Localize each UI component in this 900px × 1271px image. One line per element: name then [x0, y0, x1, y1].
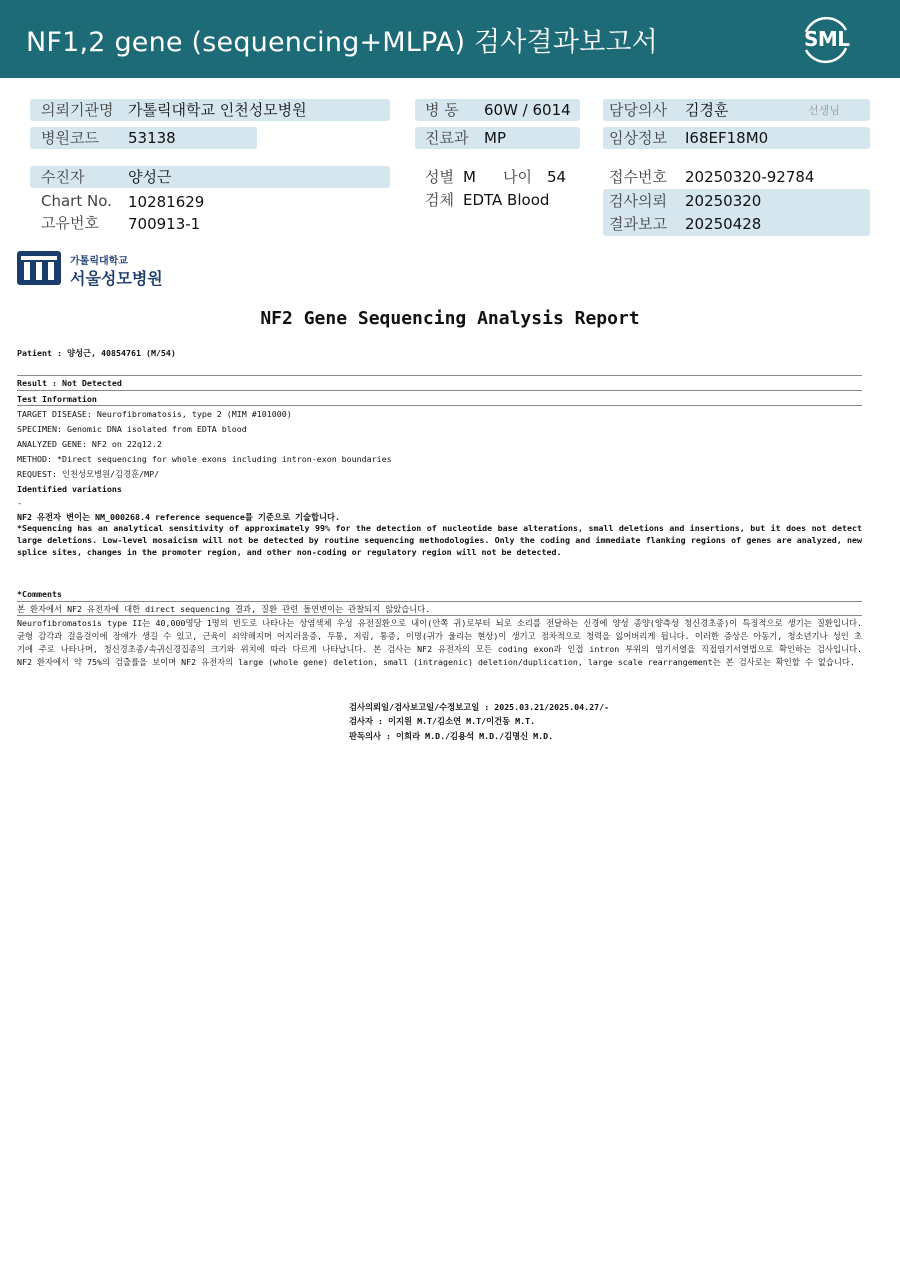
doctor-label: 담당의사	[609, 101, 667, 119]
ward-label: 병 동	[425, 101, 459, 119]
report-date-value: 20250428	[685, 215, 762, 233]
chart-no-value: 10281629	[128, 193, 205, 211]
identified-value: -	[17, 498, 22, 508]
institution-value: 가톨릭대학교 인천성모병원	[128, 101, 307, 119]
hospital-code-value: 53138	[128, 129, 176, 147]
doctor-value: 김경훈	[685, 101, 729, 119]
sml-logo-text: SML	[804, 27, 850, 51]
sml-logo	[796, 12, 856, 66]
test-info-heading: Test Information	[17, 394, 97, 404]
report-title: NF2 Gene Sequencing Analysis Report	[260, 308, 640, 329]
hospital-emblem-icon	[16, 250, 62, 286]
page-title: NF1,2 gene (sequencing+MLPA) 검사결과보고서	[26, 27, 658, 58]
request-date-label: 검사의뢰	[609, 192, 667, 210]
divider	[17, 405, 862, 406]
doctor-suffix: 선생님	[808, 104, 840, 117]
result-line: Result : Not Detected	[17, 378, 122, 388]
patient-label: 수진자	[41, 168, 85, 186]
hospital-logo-name: 서울성모병원	[70, 269, 163, 288]
unique-no-value: 700913-1	[128, 215, 201, 233]
age-value: 54	[547, 168, 567, 186]
specimen-line: SPECIMEN: Genomic DNA isolated from EDTA blood	[17, 424, 247, 434]
patient-line: Patient : 양성근, 40854761 (M/54)	[17, 348, 176, 358]
sex-label: 성별	[425, 168, 454, 186]
method-line: METHOD: *Direct sequencing for whole exons including intron-exon boundaries	[17, 454, 392, 464]
dates-line: 검사의뢰일/검사보고일/수정보고일 : 2025.03.21/2025.04.27/-	[349, 702, 610, 712]
divider	[17, 615, 862, 616]
patient-value: 양성근	[128, 168, 172, 186]
hospital-logo	[16, 250, 166, 288]
sensitivity-note: *Sequencing has an analytical sensitivity of approximately 99% for the detection of nucleotide base alterations, small deletions and insertions, but it does not detect large deletions. Low-level mosaicism will not be detected by routine sequencing methodologies. Only the coding and immediate flanking regions of genes are analyzed, new splice sites, changes in the promoter region, and other non-coding or regulatory region will not be detected.	[17, 523, 862, 557]
identified-heading: Identified variations	[17, 484, 122, 494]
receipt-no-value: 20250320-92784	[685, 168, 815, 186]
department-label: 진료과	[425, 129, 469, 147]
reader-line: 판독의사 : 이희라 M.D./김용석 M.D./김명신 M.D.	[349, 731, 554, 741]
target-disease: TARGET DISEASE: Neurofibromatosis, type 2 (MIM #101000)	[17, 409, 292, 419]
ward-value: 60W / 6014	[484, 101, 571, 119]
hospital-code-label: 병원코드	[41, 129, 99, 147]
specimen-label: 검체	[425, 191, 454, 209]
chart-no-label: Chart No.	[41, 192, 112, 210]
report-header	[0, 0, 900, 78]
age-label: 나이	[503, 168, 532, 186]
department-value: MP	[484, 129, 506, 147]
divider	[17, 375, 862, 376]
examiner-line: 검사자 : 이지원 M.T/김소연 M.T/이건동 M.T.	[349, 716, 536, 726]
institution-label: 의뢰기관명	[41, 101, 114, 119]
clinical-info-value: I68EF18M0	[685, 129, 769, 147]
comments-heading: *Comments	[17, 589, 62, 599]
request-date-value: 20250320	[685, 192, 762, 210]
unique-no-label: 고유번호	[41, 214, 99, 232]
comment-paragraph: Neurofibromatosis type II는 40,000명당 1명의 빈도로 나타나는 상염색체 우성 유전질환으로 내이(안쪽 귀)로부터 뇌로 소리를 전달하는 신경에 양성 종양(양측성 청신경초종)이 특징적으로 생기는 질환입니다. 균형 감각과 걸음걸이에 장애가 생길 수 있고, 근육이 쇠약해지며 어지러움증, 두통, 저림, 통증, 이명(귀가 울리는 현상)이 생기고 점차적으로 청력을 잃어버리게 됩니다. 이러한 증상은 아동기, 청소년기나 성인 초기에 주로 나타나며, 청신경초종/속귀신경집종의 크기와 위치에 따라 다르게 나타납니다. 본 검사는 NF2 유전자의 모든 coding exon과 인접 intron 부위의 염기서열을 직접염기서열법으로 확인하는 검사입니다. NF2 환자에서 약 75%의 검출률을 보이며 NF2 유전자의 large (whole gene) deletion, small (intragenic) deletion/duplication, large scale rearrangement는 본 검사로는 확인할 수 없습니다.	[17, 618, 862, 667]
sex-value: M	[463, 168, 476, 186]
receipt-no-label: 접수번호	[609, 168, 667, 186]
specimen-value: EDTA Blood	[463, 191, 550, 209]
hospital-logo-sub: 가톨릭대학교	[70, 256, 128, 267]
reference-note: NF2 유전자 변이는 NM_000268.4 reference sequence를 기준으로 기술합니다.	[17, 512, 341, 522]
analyzed-gene: ANALYZED GENE: NF2 on 22q12.2	[17, 439, 162, 449]
report-date-label: 결과보고	[609, 215, 667, 233]
divider	[17, 390, 862, 391]
comment-line1: 본 환자에서 NF2 유전자에 대한 direct sequencing 결과, 질환 관련 돌연변이는 관찰되지 않았습니다.	[17, 604, 431, 614]
clinical-info-label: 임상정보	[609, 129, 667, 147]
divider	[17, 601, 862, 602]
request-line: REQUEST: 인천성모병원/김경훈/MP/	[17, 469, 160, 479]
